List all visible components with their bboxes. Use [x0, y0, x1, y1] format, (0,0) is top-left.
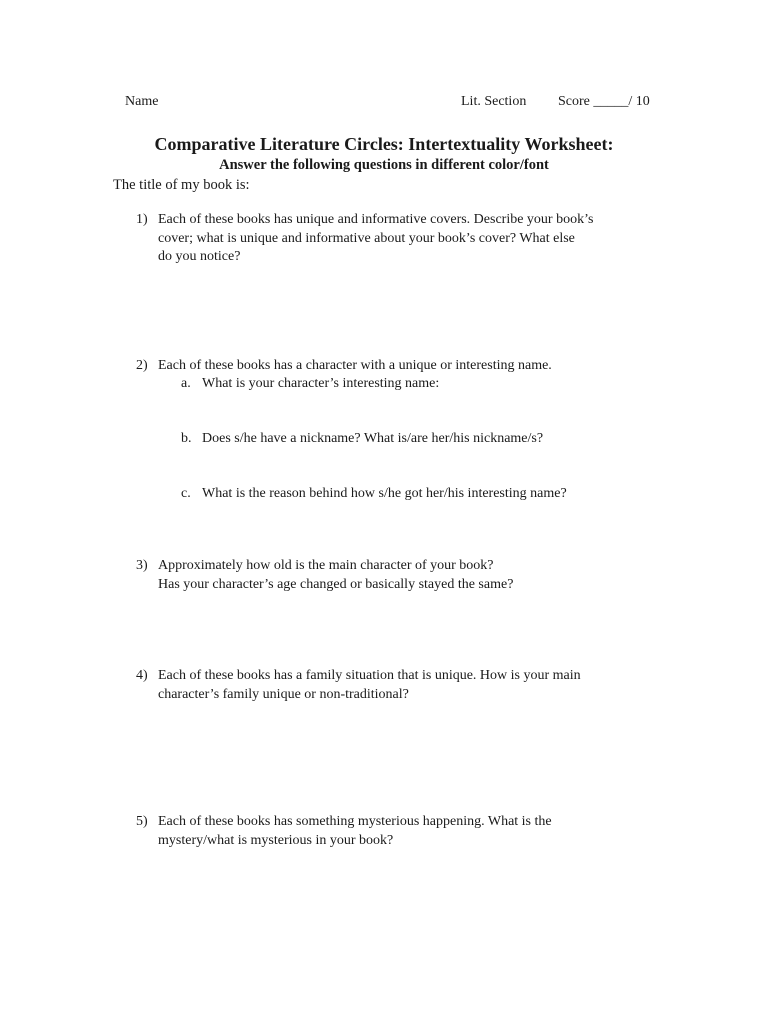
question-text: [158, 357, 668, 376]
question-line: Has your character’s age changed or basically stayed the same?: [158, 576, 514, 592]
question-line: Each of these books has something mysterious happening. What is the: [158, 814, 552, 829]
question-number: 5): [136, 814, 148, 829]
name-label: Name: [125, 94, 159, 109]
sub-question-letter: b.: [181, 431, 192, 446]
question-line: Approximately how old is the main character of your book?: [158, 558, 494, 573]
sub-question-text: What is your character’s interesting name:: [202, 376, 440, 391]
question-line: Each of these books has a character with a unique or interesting name.: [158, 358, 552, 373]
worksheet-title: Comparative Literature Circles: Intertextuality Worksheet:: [154, 134, 614, 154]
lit-section-label: Lit. Section: [461, 94, 527, 109]
question-text: [158, 667, 668, 704]
book-title-prompt: The title of my book is:: [113, 177, 250, 193]
question-number: 2): [136, 358, 148, 373]
question-line: character’s family unique or non-traditional?: [158, 686, 409, 702]
question-number: 4): [136, 668, 148, 683]
sub-question-text: Does s/he have a nickname? What is/are her/his nickname/s?: [202, 431, 544, 446]
question-text: [158, 813, 668, 850]
question-line: do you notice?: [158, 249, 241, 264]
question-text: [158, 557, 668, 594]
question-number: 1): [136, 212, 148, 227]
worksheet-instructions: Answer the following questions in different color/font: [219, 157, 549, 173]
sub-question-text: What is the reason behind how s/he got her/his interesting name?: [202, 486, 567, 501]
question-line: mystery/what is mysterious in your book?: [158, 832, 394, 848]
question-line: Each of these books has unique and informative covers. Describe your book’s: [158, 212, 594, 227]
question-line: Each of these books has a family situation that is unique. How is your main: [158, 668, 581, 683]
sub-question-letter: a.: [181, 376, 191, 391]
question-text: [158, 211, 668, 267]
score-label: Score _____/ 10: [558, 94, 650, 109]
question-number: 3): [136, 558, 148, 573]
question-line: cover; what is unique and informative about your book’s cover? What else: [158, 230, 575, 246]
sub-question-letter: c.: [181, 486, 191, 501]
